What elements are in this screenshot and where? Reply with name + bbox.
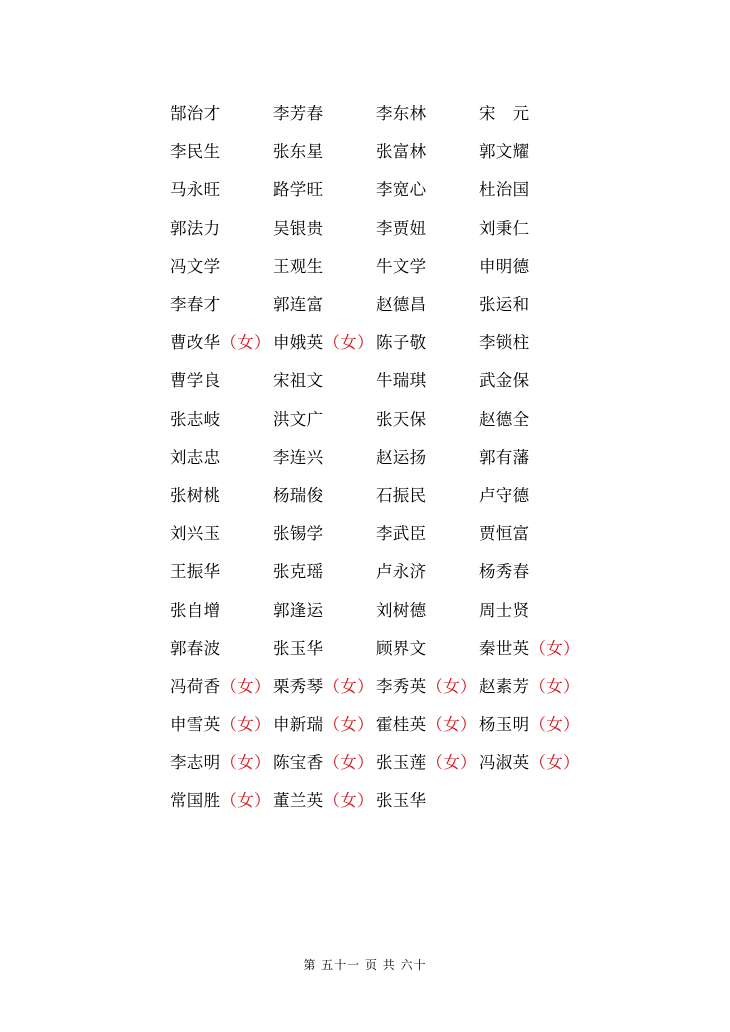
- person-name: 常国胜: [170, 791, 221, 811]
- name-row: [170, 782, 610, 820]
- person-name: 宋 元: [479, 104, 530, 124]
- name-entry: [170, 601, 273, 621]
- person-name: 张玉华: [273, 638, 324, 658]
- female-tag: （女）: [220, 333, 271, 353]
- name-entry: [376, 295, 479, 315]
- person-name: 张锡学: [273, 524, 324, 544]
- person-name: 郭连富: [273, 295, 324, 315]
- person-name: 李志明: [170, 753, 221, 773]
- person-name: 郭逢运: [273, 600, 324, 620]
- name-entry: [479, 753, 582, 773]
- name-entry: [170, 104, 273, 124]
- name-entry: [479, 562, 582, 582]
- name-entry: [273, 715, 376, 735]
- female-tag: （女）: [426, 753, 477, 773]
- person-name: 冯文学: [170, 256, 221, 276]
- person-name: 杨玉明: [479, 715, 530, 735]
- name-row: [170, 210, 610, 248]
- name-row: [170, 248, 610, 286]
- name-entry: [273, 562, 376, 582]
- person-name: 栗秀琴: [273, 676, 324, 696]
- person-name: 赵德昌: [376, 295, 427, 315]
- person-name: 张东星: [273, 142, 324, 162]
- name-entry: [376, 180, 479, 200]
- name-row: [170, 515, 610, 553]
- name-entry: [376, 333, 479, 353]
- person-name: 赵素芳: [479, 676, 530, 696]
- name-entry: [376, 142, 479, 162]
- person-name: 张树桃: [170, 485, 221, 505]
- female-tag: （女）: [220, 676, 271, 696]
- name-entry: [273, 486, 376, 506]
- person-name: 郭法力: [170, 218, 221, 238]
- person-name: 申娥英: [273, 333, 324, 353]
- name-entry: [273, 257, 376, 277]
- person-name: 冯荷香: [170, 676, 221, 696]
- name-row: [170, 401, 610, 439]
- person-name: 杨瑞俊: [273, 485, 324, 505]
- name-row: [170, 95, 610, 133]
- person-name: 李春才: [170, 295, 221, 315]
- female-tag: （女）: [323, 715, 374, 735]
- name-entry: [479, 371, 582, 391]
- name-entry: [170, 486, 273, 506]
- name-entry: [170, 219, 273, 239]
- name-entry: [273, 677, 376, 697]
- person-name: 申雪英: [170, 715, 221, 735]
- person-name: 卢永济: [376, 562, 427, 582]
- person-name: 宋祖文: [273, 371, 324, 391]
- female-tag: （女）: [220, 791, 271, 811]
- person-name: 王观生: [273, 256, 324, 276]
- name-entry: [376, 677, 479, 697]
- name-row: [170, 286, 610, 324]
- name-entry: [273, 371, 376, 391]
- person-name: 张天保: [376, 409, 427, 429]
- name-entry: [376, 562, 479, 582]
- name-row: [170, 362, 610, 400]
- name-entry: [376, 791, 479, 811]
- name-entry: [273, 524, 376, 544]
- name-entry: [273, 753, 376, 773]
- person-name: 顾界文: [376, 638, 427, 658]
- name-entry: [479, 295, 582, 315]
- name-entry: [376, 448, 479, 468]
- name-entry: [376, 715, 479, 735]
- person-name: 郭春波: [170, 638, 221, 658]
- name-entry: [479, 104, 582, 124]
- name-entry: [479, 601, 582, 621]
- name-entry: [273, 791, 376, 811]
- name-entry: [170, 295, 273, 315]
- person-name: 郭有藩: [479, 447, 530, 467]
- person-name: 秦世英: [479, 638, 530, 658]
- name-entry: [170, 257, 273, 277]
- name-entry: [170, 410, 273, 430]
- name-entry: [479, 333, 582, 353]
- name-entry: [376, 753, 479, 773]
- person-name: 张自增: [170, 600, 221, 620]
- person-name: 申新瑞: [273, 715, 324, 735]
- person-name: 曹改华: [170, 333, 221, 353]
- name-entry: [376, 639, 479, 659]
- person-name: 贾恒富: [479, 524, 530, 544]
- female-tag: （女）: [529, 676, 580, 696]
- name-entry: [170, 448, 273, 468]
- person-name: 李宽心: [376, 180, 427, 200]
- name-entry: [273, 639, 376, 659]
- name-entry: [170, 639, 273, 659]
- name-entry: [170, 371, 273, 391]
- person-name: 张富林: [376, 142, 427, 162]
- person-name: 李芳春: [273, 104, 324, 124]
- person-name: 张玉莲: [376, 753, 427, 773]
- name-row: [170, 553, 610, 591]
- person-name: 李锁柱: [479, 333, 530, 353]
- name-entry: [170, 142, 273, 162]
- name-entry: [479, 639, 582, 659]
- name-entry: [273, 142, 376, 162]
- person-name: 张玉华: [376, 791, 427, 811]
- person-name: 马永旺: [170, 180, 221, 200]
- female-tag: （女）: [426, 715, 477, 735]
- person-name: 郜治才: [170, 104, 221, 124]
- name-entry: [273, 448, 376, 468]
- person-name: 牛文学: [376, 256, 427, 276]
- name-entry: [273, 104, 376, 124]
- name-entry: [273, 601, 376, 621]
- person-name: 霍桂英: [376, 715, 427, 735]
- person-name: 路学旺: [273, 180, 324, 200]
- person-name: 刘志忠: [170, 447, 221, 467]
- name-entry: [376, 410, 479, 430]
- name-entry: [170, 677, 273, 697]
- name-entry: [273, 219, 376, 239]
- name-row: [170, 744, 610, 782]
- person-name: 张志岐: [170, 409, 221, 429]
- name-entry: [479, 410, 582, 430]
- person-name: 郭文耀: [479, 142, 530, 162]
- female-tag: （女）: [323, 333, 374, 353]
- name-entry: [479, 677, 582, 697]
- name-row: [170, 630, 610, 668]
- name-entry: [479, 448, 582, 468]
- female-tag: （女）: [323, 791, 374, 811]
- person-name: 刘秉仁: [479, 218, 530, 238]
- person-name: 董兰英: [273, 791, 324, 811]
- person-name: 曹学良: [170, 371, 221, 391]
- name-row: [170, 133, 610, 171]
- person-name: 陈子敬: [376, 333, 427, 353]
- female-tag: （女）: [323, 753, 374, 773]
- name-entry: [273, 180, 376, 200]
- female-tag: （女）: [220, 753, 271, 773]
- female-tag: （女）: [529, 753, 580, 773]
- person-name: 赵运扬: [376, 447, 427, 467]
- person-name: 张克瑶: [273, 562, 324, 582]
- name-row: [170, 706, 610, 744]
- person-name: 石振民: [376, 485, 427, 505]
- person-name: 刘树德: [376, 600, 427, 620]
- female-tag: （女）: [529, 638, 580, 658]
- person-name: 李东林: [376, 104, 427, 124]
- name-entry: [479, 142, 582, 162]
- person-name: 卢守德: [479, 485, 530, 505]
- name-entry: [376, 486, 479, 506]
- name-entry: [170, 333, 273, 353]
- name-entry: [273, 295, 376, 315]
- person-name: 周士贤: [479, 600, 530, 620]
- person-name: 杜治国: [479, 180, 530, 200]
- name-entry: [479, 715, 582, 735]
- name-entry: [376, 104, 479, 124]
- person-name: 申明德: [479, 256, 530, 276]
- person-name: 李秀英: [376, 676, 427, 696]
- name-entry: [170, 715, 273, 735]
- name-entry: [479, 180, 582, 200]
- person-name: 牛瑞琪: [376, 371, 427, 391]
- name-entry: [170, 180, 273, 200]
- name-row: [170, 591, 610, 629]
- name-entry: [376, 371, 479, 391]
- name-entry: [376, 257, 479, 277]
- person-name: 赵德全: [479, 409, 530, 429]
- person-name: 吴银贵: [273, 218, 324, 238]
- name-entry: [376, 524, 479, 544]
- person-name: 李武臣: [376, 524, 427, 544]
- name-row: [170, 668, 610, 706]
- person-name: 冯淑英: [479, 753, 530, 773]
- name-entry: [170, 791, 273, 811]
- name-row: [170, 477, 610, 515]
- person-name: 武金保: [479, 371, 530, 391]
- name-row: [170, 171, 610, 209]
- person-name: 王振华: [170, 562, 221, 582]
- person-name: 杨秀春: [479, 562, 530, 582]
- person-name: 李贾妞: [376, 218, 427, 238]
- person-name: 张运和: [479, 295, 530, 315]
- person-name: 刘兴玉: [170, 524, 221, 544]
- person-name: 陈宝香: [273, 753, 324, 773]
- name-list: [170, 95, 610, 821]
- name-entry: [479, 257, 582, 277]
- name-entry: [170, 562, 273, 582]
- name-entry: [376, 219, 479, 239]
- female-tag: （女）: [426, 676, 477, 696]
- person-name: 李连兴: [273, 447, 324, 467]
- female-tag: （女）: [529, 715, 580, 735]
- name-entry: [170, 753, 273, 773]
- name-entry: [376, 601, 479, 621]
- name-entry: [273, 333, 376, 353]
- name-entry: [273, 410, 376, 430]
- female-tag: （女）: [220, 715, 271, 735]
- person-name: 洪文广: [273, 409, 324, 429]
- female-tag: （女）: [323, 676, 374, 696]
- name-row: [170, 439, 610, 477]
- name-row: [170, 324, 610, 362]
- page-footer: 第 五十一 页 共 六十: [303, 958, 427, 972]
- name-entry: [479, 486, 582, 506]
- name-entry: [479, 219, 582, 239]
- person-name: 李民生: [170, 142, 221, 162]
- name-entry: [479, 524, 582, 544]
- name-entry: [170, 524, 273, 544]
